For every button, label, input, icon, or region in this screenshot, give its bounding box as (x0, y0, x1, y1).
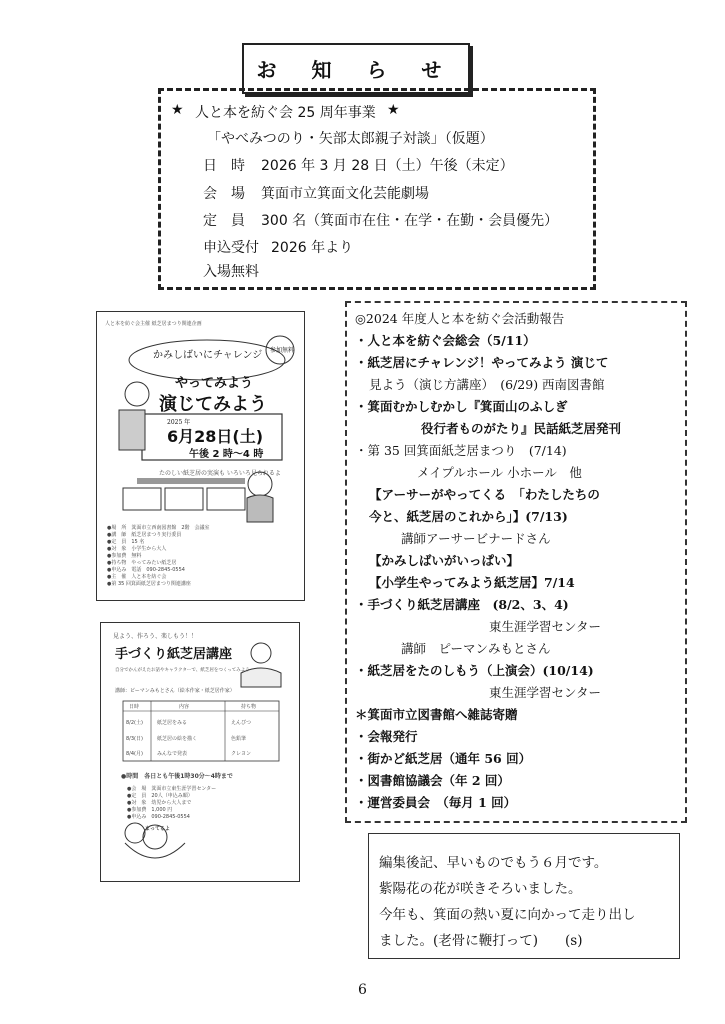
notice-box (158, 88, 596, 290)
report-line: メイプルホール 小ホール 他 (417, 465, 582, 480)
report-line: 東生涯学習センター (489, 685, 602, 700)
date-label: 日 時 (203, 158, 245, 174)
flyer2-teacher: 講師：ピーマンみもとさん（絵本作家・紙芝居作家） (115, 688, 235, 694)
capacity-value: 300 名（箕面市在住・在学・在勤・会員優先） (261, 213, 559, 229)
flyer1-time: 午後 2 時〜4 時 (189, 449, 264, 460)
report-line: ・街かど紙芝居（通年 56 回） (355, 751, 532, 766)
notice-header: 人と本を紡ぐ会 25 周年事業 (195, 105, 376, 121)
report-line: 見よう（演じ方講座） (6/29) 西南図書館 (369, 377, 605, 392)
report-line: ・箕面むかしむかし『箕面山のふしぎ (355, 399, 568, 414)
flyer2-detail: ●参加費 1,000 円 (127, 807, 173, 813)
flyer1-detail: ●講 師 紙芝居まつり実行委員 (107, 532, 182, 538)
editor-note-line: ました。(老骨に鞭打って) (s) (379, 933, 583, 949)
flyer2-th-content: 内容 (179, 704, 190, 710)
flyer1-detail: ●場 所 箕面市立西南図書館 2階 会議室 (107, 525, 210, 531)
flyer2-intro: 自分でかんがえたお話やキャラクターで、紙芝居をつくってみよう (115, 668, 250, 673)
report-line: ・図書館協議会（年 2 回） (355, 773, 510, 788)
report-line: 【小学生やってみよう紙芝居】7/14 (369, 575, 575, 590)
flyer2-detail: ●対 象 幼児から大人まで (127, 800, 192, 806)
flyer2-title: 手づくり紙芝居講座 (115, 647, 233, 662)
flyer2-sign: まってるよ (145, 826, 171, 832)
flyer-kamishibai-challenge (96, 311, 305, 601)
flyer1-detail: ●主 催 人と本を紡ぐ会 (107, 574, 167, 580)
report-line: ・紙芝居をたのしもう（上演会）(10/14) (355, 663, 594, 678)
editor-note-box (368, 833, 680, 959)
flyer1-bubble: かみしばいにチャレンジ (153, 350, 263, 361)
report-line: 役行者ものがたり』民話紙芝居発刊 (421, 421, 622, 436)
flyer2-detail: ●申込み 090-2845-0554 (127, 814, 190, 820)
flyer2-cell: えんぴつ (231, 720, 252, 726)
venue-label: 会 場 (203, 186, 245, 202)
flyer2-cell: 紙芝居をみる (157, 720, 188, 726)
flyer2-cell: 紙芝居の絵を描く (157, 736, 198, 742)
date-value: 2026 年 3 月 28 日（土）午後（未定） (261, 158, 514, 174)
flyer2-detail: ●会 場 箕面市立東生涯学習センター (127, 786, 217, 792)
flyer2-tagline: 見よう、作ろう、楽しもう！！ (113, 633, 198, 640)
report-line: 東生涯学習センター (489, 619, 602, 634)
flyer1-detail: ●持ち物 やってみたい紙芝居 (107, 560, 177, 566)
report-line: ・紙芝居にチャレンジ！やってみよう 演じて (355, 355, 609, 370)
flyer2-cell: クレヨン (231, 751, 252, 757)
flyer2-cell: 8/3(日) (126, 736, 143, 742)
report-line: ・手づくり紙芝居講座 (8/2、3、4) (355, 597, 569, 612)
event-title: 「やべみつのり・矢部太郎親子対談」（仮題） (207, 131, 494, 147)
flyer2-th-date: 日時 (129, 704, 140, 710)
report-line: ・第 35 回箕面紙芝居まつり (7/14) (355, 443, 567, 458)
application-label: 申込受付 (203, 240, 259, 256)
application-value: 2026 年より (271, 240, 354, 256)
editor-note-line: 紫陽花の花が咲きそろいました。 (379, 881, 582, 897)
flyer-handmade-kamishibai (100, 622, 300, 882)
flyer2-cell: 8/2(土) (126, 720, 143, 726)
report-heading: ◎2024 年度人と本を紡ぐ会活動報告 (355, 311, 565, 326)
flyer1-title2: 演じてみよう (159, 394, 267, 415)
report-line: 講師アーサービナードさん (401, 531, 551, 546)
flyer1-date: 6月28日(土) (167, 427, 264, 446)
flyer1-badge: 参加無料 (270, 347, 295, 354)
flyer2-cell: 8/4(月) (126, 751, 143, 757)
flyer2-schedule: ●時間 各日とも午後1時30分〜4時まで (121, 773, 233, 780)
flyer1-caption: たのしい紙芝居の実演も いろいろ見られるよ (159, 470, 281, 477)
flyer2-th-items: 持ち物 (241, 704, 257, 710)
flyer1-detail: ●申込み 電話 090-2845-0554 (107, 567, 185, 573)
flyer1-detail: ●対 象 小学生から大人 (107, 546, 167, 552)
page-number: 6 (358, 982, 367, 998)
flyer2-detail: ●定 員 20人（申込み順） (127, 793, 193, 799)
venue-value: 箕面市立箕面文化芸能劇場 (261, 186, 429, 202)
page-title: お 知 ら せ (242, 43, 470, 94)
report-line: ・会報発行 (355, 729, 418, 744)
flyer1-detail: ●参加費 無料 (107, 553, 142, 559)
flyer2-details (127, 785, 216, 820)
editor-note-line: 今年も、箕面の熱い夏に向かって走り出し (379, 907, 636, 923)
flyer1-year: 2025 年 (167, 419, 191, 426)
report-line: ＊箕面市立図書館へ雑誌寄贈 (355, 707, 518, 722)
flyer2-cell: みんなで発表 (157, 751, 188, 757)
flyer1-title1: やってみよう (175, 376, 254, 391)
capacity-label: 定 員 (203, 213, 245, 229)
flyer1-detail: ●定 員 15 名 (107, 539, 145, 545)
report-line: 講師 ピーマンみもとさん (401, 641, 551, 656)
flyer1-detail: ●第 35 回箕面紙芝居まつり関連講座 (107, 581, 191, 587)
report-line: 【かみしばいがいっぱい】 (369, 553, 520, 568)
star-icon: ★ (171, 102, 184, 118)
editor-note-line: 編集後記、早いものでもう６月です。 (379, 855, 608, 871)
flyer2-cell: 色鉛筆 (231, 736, 247, 742)
report-line: ・運営委員会 （毎月 1 回） (355, 795, 517, 810)
report-line: ・人と本を紡ぐ会総会（5/11） (355, 333, 536, 348)
report-line: 今と、紙芝居のこれから」】(7/13) (369, 509, 568, 524)
activity-report-box (345, 301, 687, 823)
flyer1-details (107, 524, 210, 587)
star-icon: ★ (387, 102, 400, 118)
report-line: 【アーサーがやってくる 「わたしたちの (369, 487, 600, 502)
admission-note: 入場無料 (203, 264, 259, 280)
flyer1-top-note: 人と本を紡ぐ会主催 紙芝居まつり関連企画 (105, 321, 202, 327)
